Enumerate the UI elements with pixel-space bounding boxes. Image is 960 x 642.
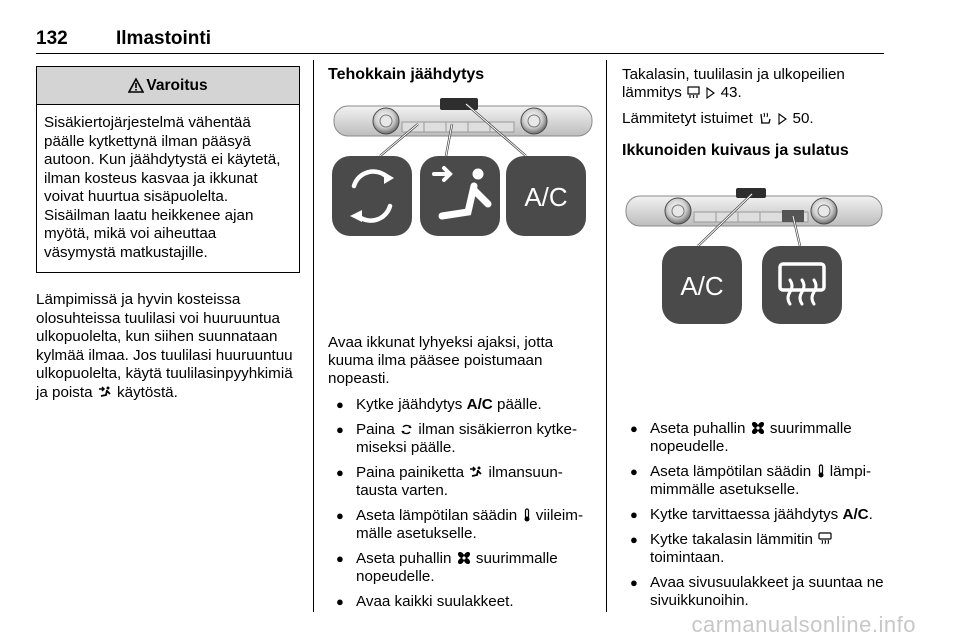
ac-button-label: A/C <box>680 271 724 301</box>
list-item: ● Aseta lämpötilan säädin lämpimimmälle asetukselle. <box>622 463 892 499</box>
temperature-icon <box>817 464 825 478</box>
ac-button-label: A/C <box>524 182 568 212</box>
fan-icon <box>457 551 471 565</box>
list-item: ● Avaa sivusuulakkeet ja suuntaa ne sivuikkunoihin. <box>622 574 892 610</box>
reference-arrow-icon <box>706 87 715 99</box>
intro-paragraph: Avaa ikkunat lyhyeksi ajaksi, jotta kuuma ilma pääsee poistumaan nopeasti. <box>328 334 554 387</box>
rear-window-heating-icon <box>687 86 700 99</box>
section-heading: Ikkunoiden kuivaus ja sulatus <box>622 142 849 159</box>
column-right <box>622 66 892 617</box>
warning-triangle-icon <box>128 78 144 93</box>
list-item: ● Aseta lämpötilan säädin viileimmälle asetukselle. <box>328 507 596 543</box>
paragraph <box>36 291 301 402</box>
column-divider <box>606 60 607 612</box>
section-heading: Tehokkain jäähdytys <box>328 66 485 83</box>
bullet-list <box>328 396 596 611</box>
chapter-title: Ilmastointi <box>116 28 212 49</box>
page-header <box>36 26 884 54</box>
fan-icon <box>751 421 765 435</box>
warning-text: Sisäkiertojärjestelmä vähentää päälle kytkettynä ilman pääsyä autoon. Kun jäähdytystä ei käytetä, ilman kosteus kasvaa ja ikkunat voivat huurtua sisäpuolelta. Sisäilman laatu heikkenee ajan myötä, mikä voi aiheuttaa väsymystä matkustajille. <box>44 114 281 261</box>
paragraph: Lämmitetyt istuimet 50. <box>622 110 814 127</box>
list-item: ● Aseta puhallin suurimmalle nopeudelle. <box>328 550 596 586</box>
list-item: ● Kytke tarvittaessa jäähdytys A/C. <box>622 506 892 524</box>
list-item: ● Avaa kaikki suulakkeet. <box>328 593 596 611</box>
page-number: 132 <box>36 28 68 49</box>
list-item: ● Paina ilman sisäkierron kytkemiseksi päälle. <box>328 421 596 457</box>
list-item: ● Aseta puhallin suurimmalle nopeudelle. <box>622 420 892 456</box>
paragraph: Takalasin, tuulilasin ja ulkopeilien lämmitys 43. <box>622 66 845 101</box>
column-middle <box>328 66 596 618</box>
recirculation-icon <box>400 423 413 436</box>
column-left <box>36 66 301 410</box>
warning-box <box>36 66 300 273</box>
reference-arrow-icon <box>778 113 787 125</box>
list-item: ● Paina painiketta ilmansuuntausta varten. <box>328 464 596 500</box>
defrost-panel-figure <box>622 184 892 384</box>
warning-title: Varoitus <box>146 77 208 94</box>
air-distribution-icon <box>98 386 112 399</box>
temperature-icon <box>523 508 531 522</box>
list-item: ● Kytke jäähdytys A/C päälle. <box>328 396 596 414</box>
rear-window-heating-icon <box>818 532 832 546</box>
paragraph-text: Lämpimissä ja hyvin kosteissa olosuhteissa tuulilasi voi huuruuntua ulkopuolelta, kun siihen suunnataan kylmää ilmaa. Jos tuulilasi huuruuntuu ulkopuolelta, käytä tuulilasinpyyhkimiä ja poista <box>36 291 293 401</box>
list-item: ● Kytke takalasin lämmitin toimintaan. <box>622 531 892 567</box>
column-divider <box>313 60 314 612</box>
air-distribution-icon <box>469 466 483 479</box>
paragraph-text: käytöstä. <box>117 383 178 401</box>
watermark: carmanualsonline.info <box>691 612 916 637</box>
climate-panel-figure <box>328 94 596 304</box>
bullet-list <box>622 420 892 610</box>
heated-seat-icon <box>758 111 772 125</box>
warning-header <box>37 67 299 105</box>
